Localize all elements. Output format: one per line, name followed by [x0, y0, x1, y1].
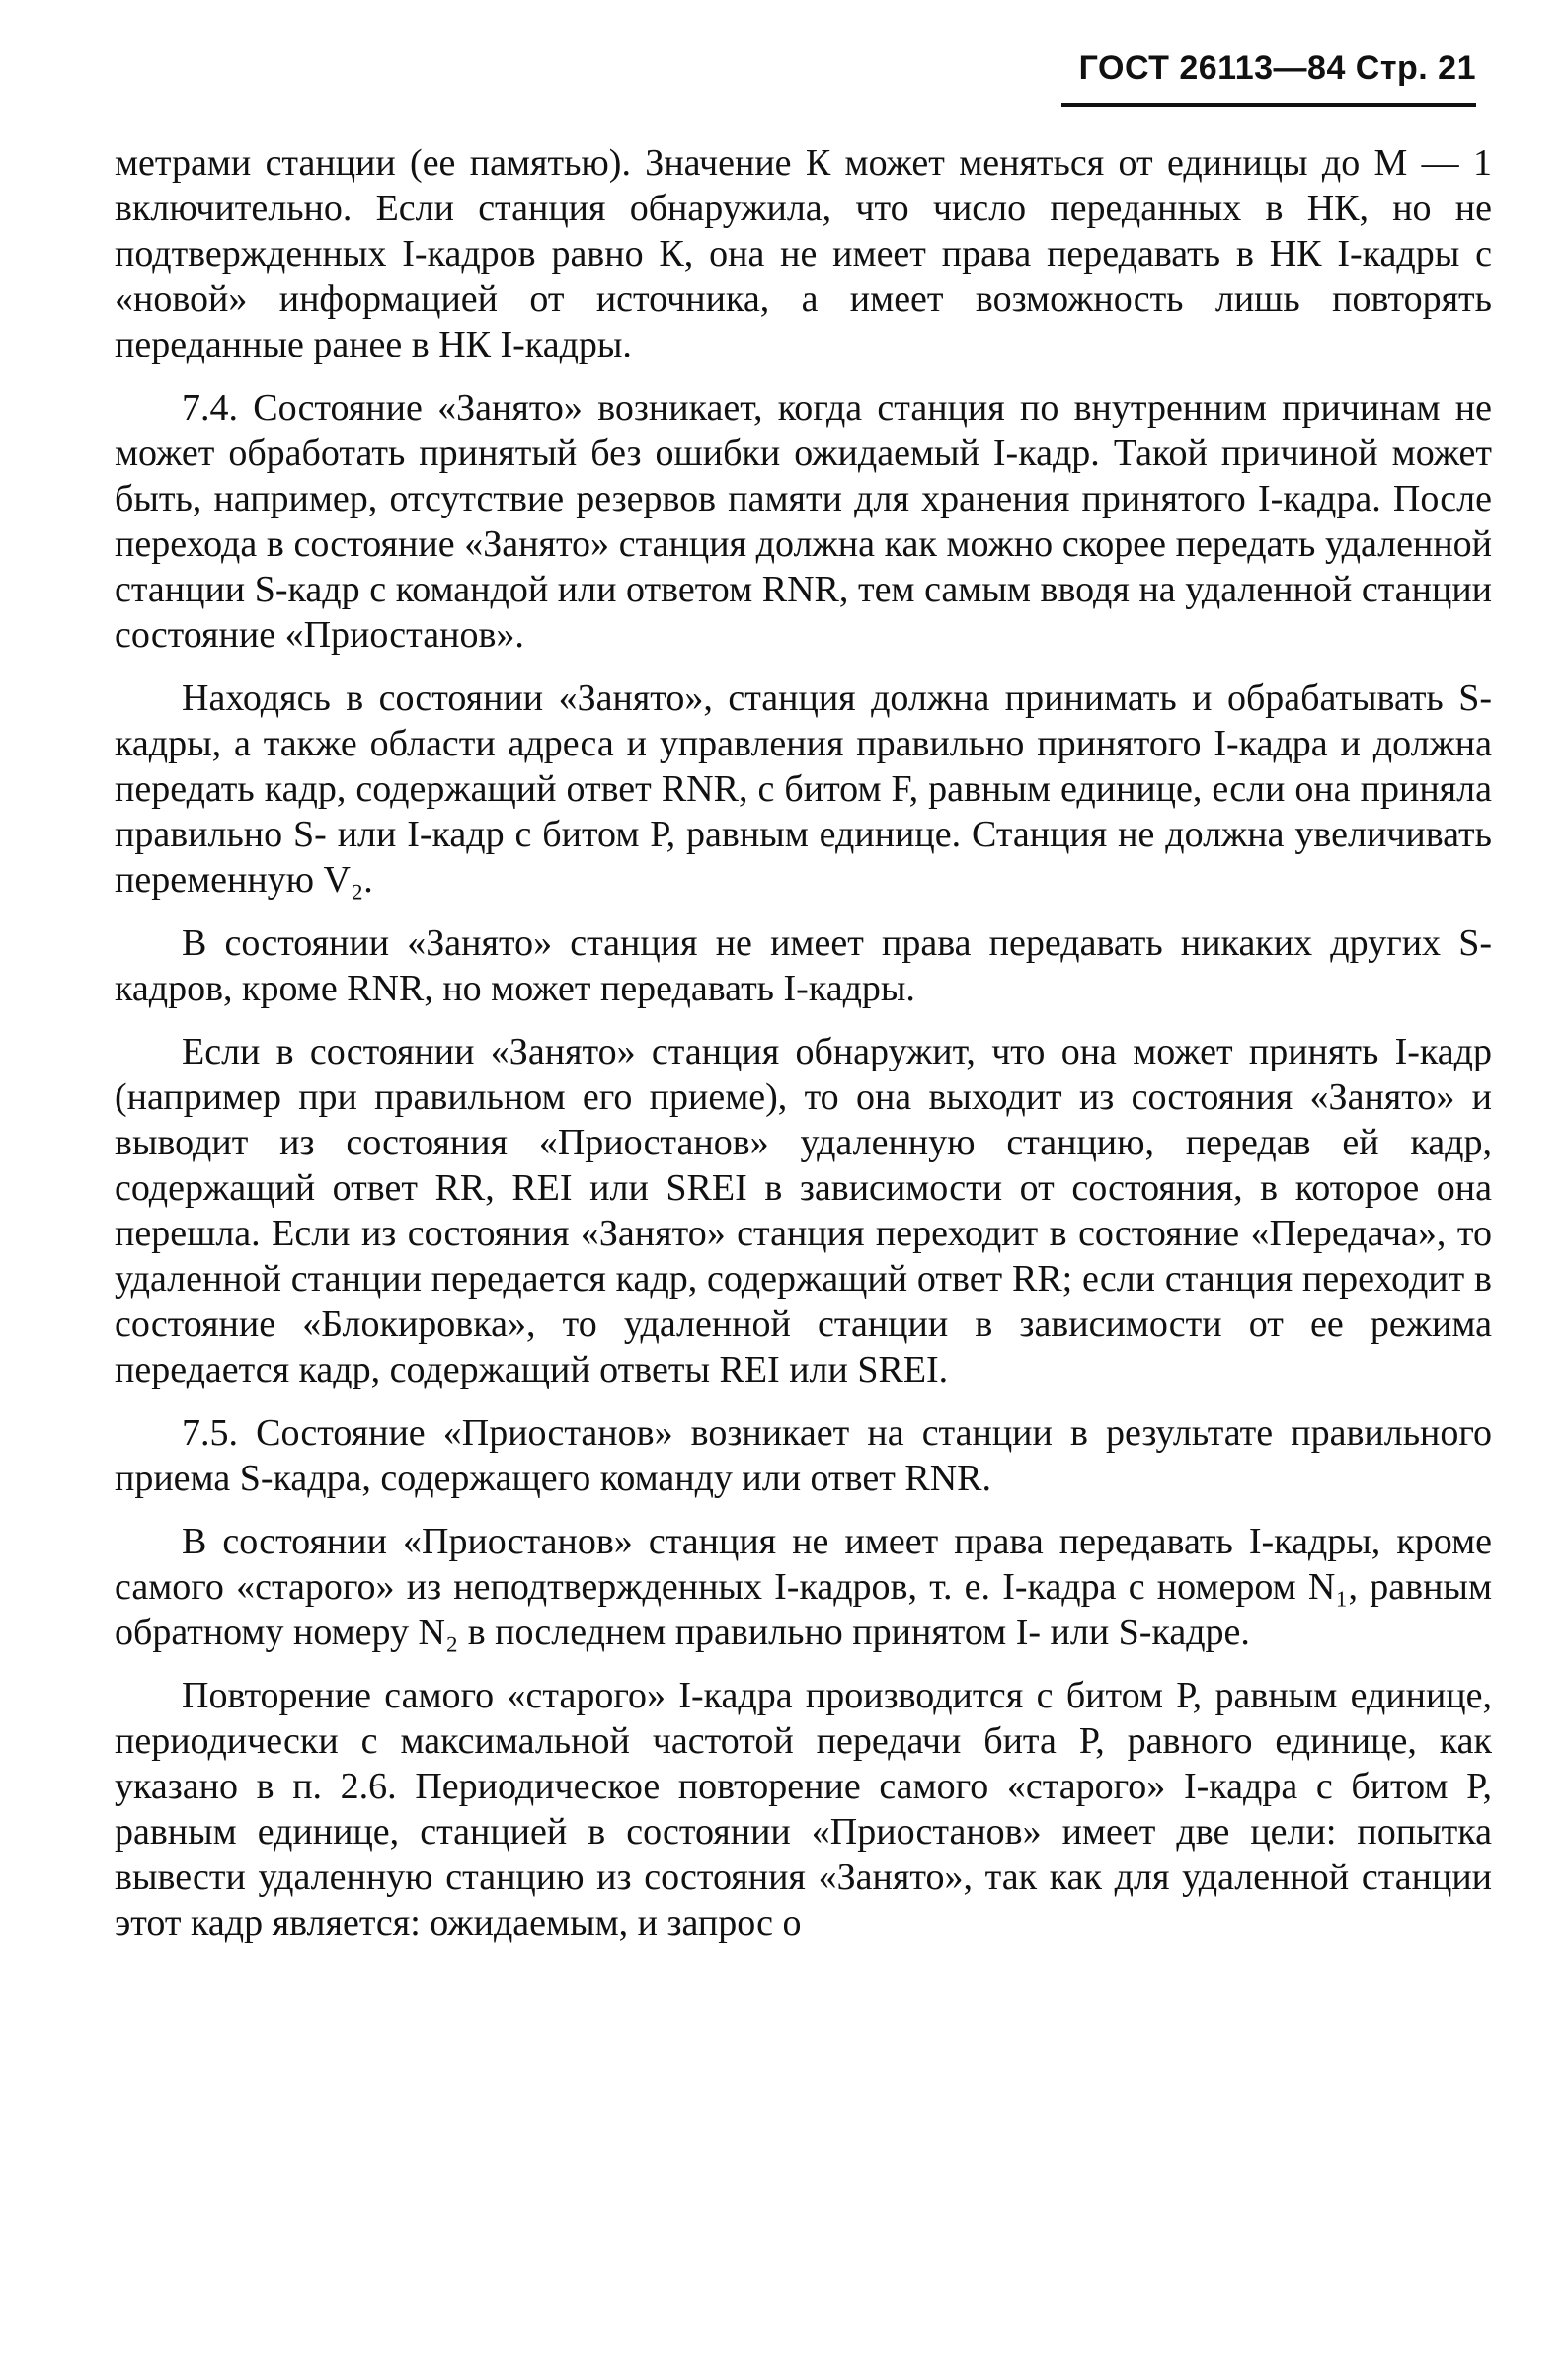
paragraph: 7.4. Состояние «Занято» возникает, когда станция по внутренним причинам не может обработать принятый без ошибки ожидаемый I-кадр. Такой причиной может быть, например, отсутствие резервов памяти для хранения принятого I-кадра. После перехода в состояние «Занято» станция должна как можно скорее передать удаленной станции S-кадр с командой или ответом RNR, тем самым вводя на удаленной станции состояние «Приостанов». — [115, 387, 1492, 656]
paragraph: Если в состоянии «Занято» станция обнаружит, что она может принять I-кадр (например при правильном его приеме), то она выходит из состояния «Занято» и выводит из состояния «Приостанов» удаленную станцию, передав ей кадр, содержащий ответ RR, REI или SREI в зависимости от состояния, в которое она перешла. Если из состояния «Занято» станция переходит в состояние «Передача», то удаленной станции передается кадр, содержащий ответ RR; если станция переходит в состояние «Блокировка», то удаленной станции в зависимости от ее режима передается кадр, содержащий ответы REI или SREI. — [115, 1031, 1492, 1390]
paragraph: Повторение самого «старого» I-кадра производится с битом Р, равным единице, периодически с максимальной частотой передачи бита Р, равного единице, как указано в п. 2.6. Периодическое повторение самого «старого» I-кадра с битом Р, равным единице, станцией в состоянии «Приостанов» имеет две цели: попытка вывести удаленную станцию из состояния «Занято», так как для удаленной станции этот кадр является: ожидаемым, и запрос о — [115, 1675, 1492, 1944]
paragraph: 7.5. Состояние «Приостанов» возникает на станции в результате правильного приема S-кадра, содержащего команду или ответ RNR. — [115, 1412, 1492, 1499]
page-header — [1061, 49, 1476, 105]
page-header-text: ГОСТ 26113—84 Стр. 21 — [1078, 49, 1476, 87]
paragraph: В состоянии «Приостанов» станция не имеет права передавать I-кадры, кроме самого «старого» из неподтвержденных I-кадров, т. е. I-кадра с номером N₁, равным обратному номеру N₂ в последнем правильно принятом I- или S-кадре. — [115, 1521, 1492, 1653]
header-rule — [1061, 103, 1476, 107]
paragraph: метрами станции (ее памятью). Значение К может меняться от единицы до М — 1 включительно. Если станция обнаружила, что число переданных в НК, но не подтвержденных I-кадров равно К, она не имеет права передавать в НК I-кадры с «новой» информацией от источника, а имеет возможность лишь повторять переданные ранее в НК I-кадры. — [115, 142, 1492, 365]
body-text — [115, 140, 1492, 1963]
paragraph: Находясь в состоянии «Занято», станция должна принимать и обрабатывать S-кадры, а также области адреса и управления правильно принятого I-кадра и должна передать кадр, содержащий ответ RNR, с битом F, равным единице, если она приняла правильно S- или I-кадр с битом Р, равным единице. Станция не должна увеличивать переменную V₂. — [115, 677, 1492, 901]
paragraph: В состоянии «Занято» станция не имеет права передавать никаких других S-кадров, кроме RNR, но может передавать I-кадры. — [115, 922, 1492, 1009]
